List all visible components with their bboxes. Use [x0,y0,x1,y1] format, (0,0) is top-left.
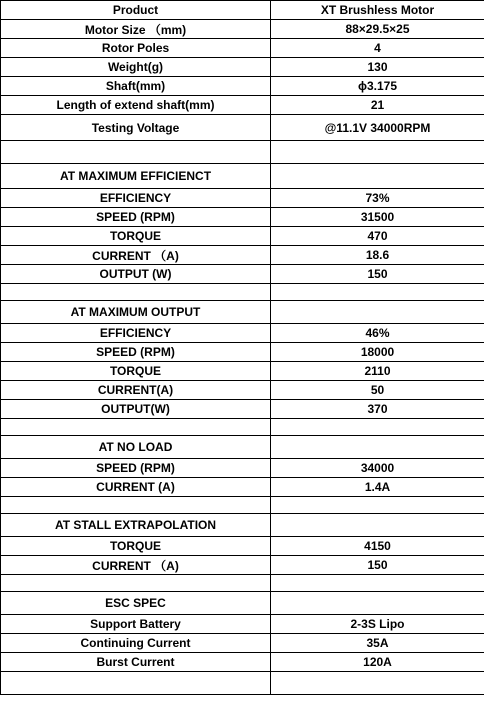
table-row [1,556,484,575]
row-value: 18000 [271,343,484,362]
row-value: 470 [271,227,484,246]
row-value: 21 [271,96,484,115]
row-label: Continuing Current [1,634,271,653]
row-label: Rotor Poles [1,39,271,58]
row-label: Burst Current [1,653,271,672]
row-value: 88×29.5×25 [271,20,484,39]
row-label: SPEED (RPM) [1,208,271,227]
row-value: 2110 [271,362,484,381]
spacer-row [1,575,484,592]
row-value: 34000 [271,459,484,478]
spacer-row [1,141,484,164]
section-header-row [1,164,484,189]
section-header-row [1,436,484,459]
row-value: 120A [271,653,484,672]
row-value: 1.4A [271,478,484,497]
table-row [1,537,484,556]
row-value: 35A [271,634,484,653]
row-value: 4150 [271,537,484,556]
table-row [1,381,484,400]
row-label: TORQUE [1,537,271,556]
header-row [1,1,484,20]
section-title-esc-spec: ESC SPEC [1,592,271,615]
table-row [1,58,484,77]
row-label: TORQUE [1,227,271,246]
table-row [1,20,484,39]
spacer-row [1,284,484,301]
table-row [1,96,484,115]
row-value: 2-3S Lipo [271,615,484,634]
spacer-row [1,497,484,514]
table-row [1,653,484,672]
row-value: 370 [271,400,484,419]
row-value: 18.6 [271,246,484,265]
table-row [1,189,484,208]
table-row [1,615,484,634]
table-row [1,265,484,284]
spacer-row [1,419,484,436]
row-value: 150 [271,265,484,284]
row-label: CURRENT （A) [1,246,271,265]
row-label: SPEED (RPM) [1,343,271,362]
header-label: Product [1,1,271,20]
row-label: OUTPUT (W) [1,265,271,284]
table-row [1,324,484,343]
table-row [1,459,484,478]
spacer-row [1,672,484,695]
section-title-stall: AT STALL EXTRAPOLATION [1,514,271,537]
table-row [1,115,484,141]
section-title-no-load: AT NO LOAD [1,436,271,459]
section-header-row [1,514,484,537]
table-row [1,343,484,362]
table-row [1,478,484,497]
row-label: EFFICIENCY [1,189,271,208]
table-row [1,208,484,227]
row-value: 31500 [271,208,484,227]
row-label: SPEED (RPM) [1,459,271,478]
section-header-row [1,592,484,615]
table-row [1,362,484,381]
table-row [1,400,484,419]
row-value: 150 [271,556,484,575]
table-row [1,39,484,58]
row-label: Shaft(mm) [1,77,271,96]
row-label: Support Battery [1,615,271,634]
table-row [1,77,484,96]
row-label: Weight(g) [1,58,271,77]
row-label: TORQUE [1,362,271,381]
section-title-max-efficiency: AT MAXIMUM EFFICIENCT [1,164,271,189]
row-label: CURRENT (A) [1,478,271,497]
table-row [1,246,484,265]
row-label: Length of extend shaft(mm) [1,96,271,115]
row-label: EFFICIENCY [1,324,271,343]
row-value: 130 [271,58,484,77]
row-value: 73% [271,189,484,208]
row-value: @11.1V 34000RPM [271,115,484,141]
row-value: 4 [271,39,484,58]
row-label: Testing Voltage [1,115,271,141]
row-value: 46% [271,324,484,343]
row-label: CURRENT （A) [1,556,271,575]
section-header-row [1,301,484,324]
table-row [1,634,484,653]
row-label: CURRENT(A) [1,381,271,400]
section-title-max-output: AT MAXIMUM OUTPUT [1,301,271,324]
table-row [1,227,484,246]
header-value: XT Brushless Motor [271,1,484,20]
row-value: 50 [271,381,484,400]
row-label: OUTPUT(W) [1,400,271,419]
row-label: Motor Size （mm) [1,20,271,39]
row-value: ϕ3.175 [271,77,484,96]
